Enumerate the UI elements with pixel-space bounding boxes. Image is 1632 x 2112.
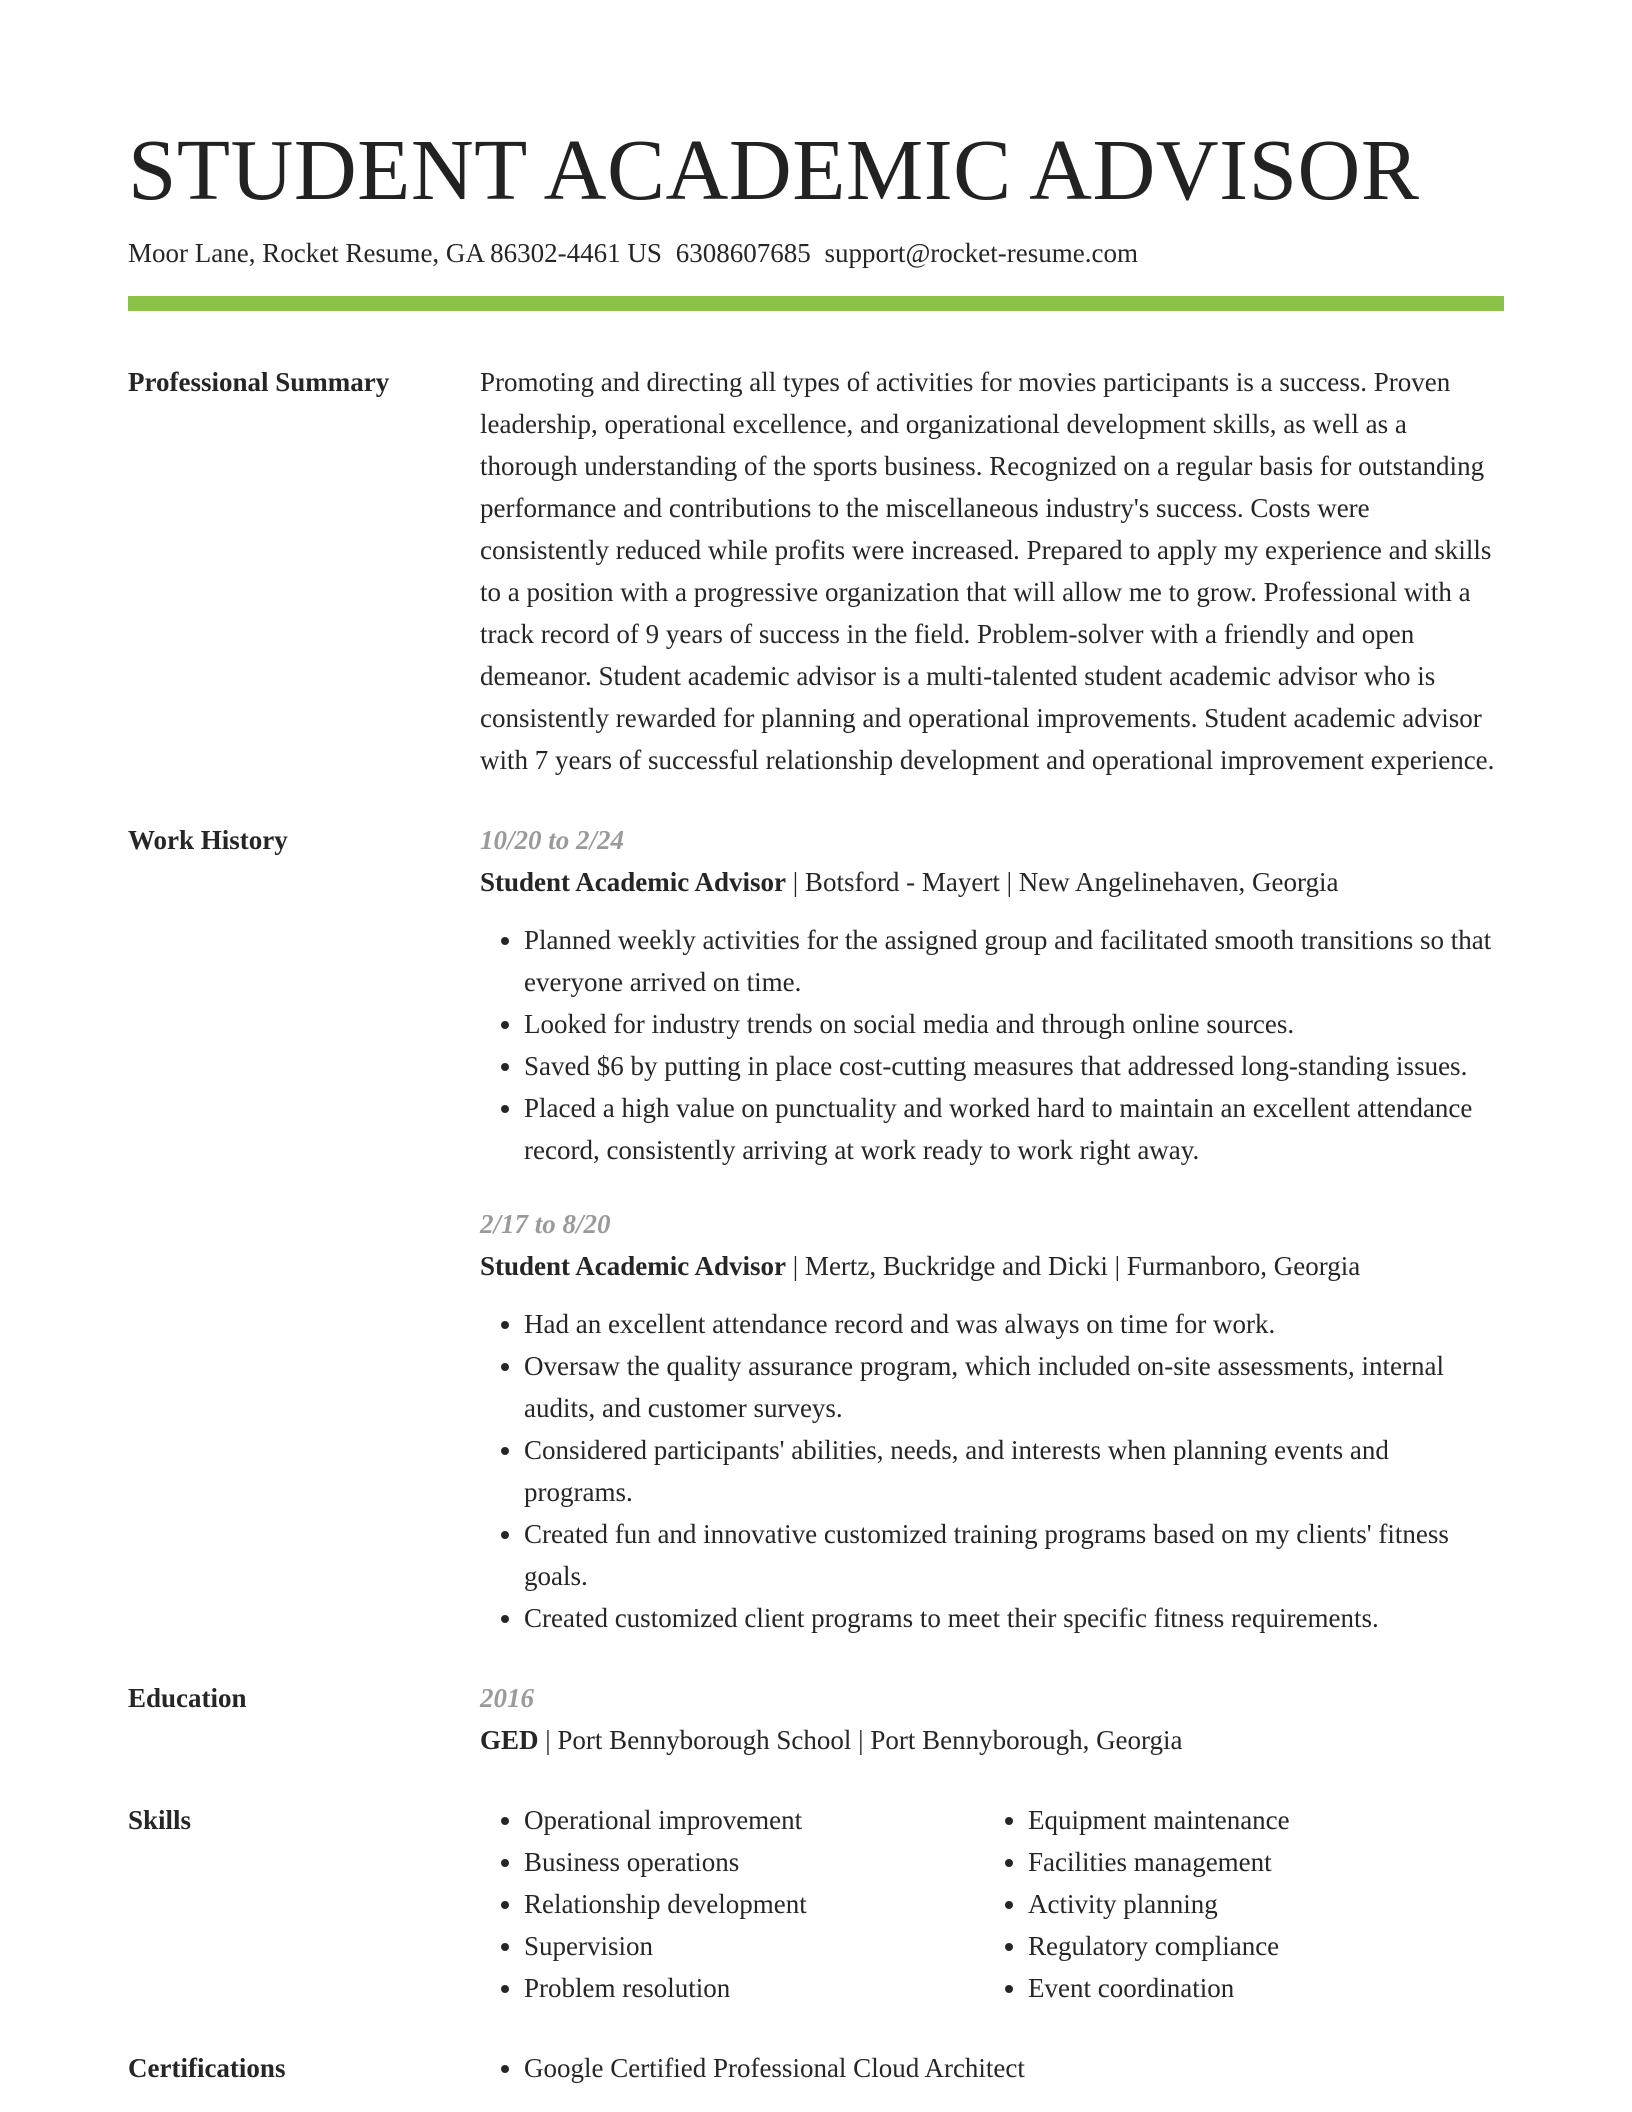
job-role: Student Academic Advisor — [480, 867, 787, 897]
skills-section — [128, 1799, 1504, 2009]
summary-body — [480, 361, 1504, 781]
contact-email: support@rocket-resume.com — [824, 238, 1138, 268]
job-details: | Mertz, Buckridge and Dicki | Furmanboro, Georgia — [786, 1251, 1361, 1281]
list-item: • Activity planning — [1028, 1883, 1488, 1925]
job-title-line — [480, 1245, 1504, 1287]
list-item: • Considered participants' abilities, needs, and interests when planning events and programs. — [524, 1429, 1504, 1513]
job-bullets — [480, 1303, 1504, 1639]
work-history-body — [480, 819, 1504, 1639]
skills-body — [480, 1799, 1504, 2009]
list-item: • Facilities management — [1028, 1841, 1488, 1883]
resume-page — [128, 118, 1504, 2089]
contact-phone: 6308607685 — [675, 238, 811, 268]
list-item: • Saved $6 by putting in place cost-cutting measures that addressed long-standing issues. — [524, 1045, 1504, 1087]
section-title: Certifications — [128, 2053, 286, 2083]
list-item: • Business operations — [524, 1841, 984, 1883]
contact-line — [128, 236, 1504, 270]
summary-text: Promoting and directing all types of activities for movies participants is a success. Proven leadership, operational excellence, and organizational development skills, as well as a thorough understanding of the sports business. Recognized on a regular basis for outstanding performance and contributions to the miscellaneous industry's success. Costs were consistently reduced while profits were increased. Prepared to apply my experience and skills to a position with a progressive organization that will allow me to grow. Professional with a track record of 9 years of success in the field. Problem-solver with a friendly and open demeanor. Student academic advisor is a multi-talented student academic advisor who is consistently rewarded for planning and operational improvements. Student academic advisor with 7 years of successful relationship development and operational improvement experience. — [480, 367, 1495, 775]
section-title: Skills — [128, 1805, 192, 1835]
skills-column-right — [984, 1799, 1488, 2009]
list-item: • Relationship development — [524, 1883, 984, 1925]
list-item: • Google Certified Professional Cloud Architect — [524, 2047, 1504, 2089]
education-line — [480, 1719, 1504, 1761]
job-role: Student Academic Advisor — [480, 1251, 787, 1281]
list-item: • Problem resolution — [524, 1967, 984, 2009]
job-entry — [480, 1203, 1504, 1639]
certifications-list — [480, 2047, 1504, 2089]
certifications-body — [480, 2047, 1504, 2089]
section-title: Professional Summary — [128, 367, 390, 397]
contact-address: Moor Lane, Rocket Resume, GA 86302-4461 US — [128, 238, 662, 268]
list-item: • Event coordination — [1028, 1967, 1488, 2009]
job-title-line — [480, 861, 1504, 903]
list-item: • Looked for industry trends on social media and through online sources. — [524, 1003, 1504, 1045]
education-body — [480, 1677, 1504, 1761]
list-item: • Operational improvement — [524, 1799, 984, 1841]
job-entry — [480, 819, 1504, 1171]
list-item: • Placed a high value on punctuality and worked hard to maintain an excellent attendance record, consistently arriving at work ready to work right away. — [524, 1087, 1504, 1171]
work-history-section — [128, 819, 1504, 1639]
education-details: | Port Bennyborough School | Port Bennyborough, Georgia — [538, 1725, 1183, 1755]
skills-column-left — [480, 1799, 984, 2009]
job-dates: 2/17 to 8/20 — [480, 1209, 611, 1239]
education-year: 2016 — [480, 1683, 534, 1713]
list-item: • Had an excellent attendance record and was always on time for work. — [524, 1303, 1504, 1345]
section-title: Education — [128, 1683, 247, 1713]
section-title: Work History — [128, 825, 288, 855]
list-item: • Created customized client programs to meet their specific fitness requirements. — [524, 1597, 1504, 1639]
list-item: • Equipment maintenance — [1028, 1799, 1488, 1841]
job-bullets — [480, 919, 1504, 1171]
skills-columns — [480, 1799, 1504, 2009]
list-item: • Oversaw the quality assurance program, which included on-site assessments, internal audits, and customer surveys. — [524, 1345, 1504, 1429]
summary-section — [128, 361, 1504, 781]
header-divider — [128, 296, 1504, 311]
list-item: • Regulatory compliance — [1028, 1925, 1488, 1967]
list-item: • Planned weekly activities for the assigned group and facilitated smooth transitions so that everyone arrived on time. — [524, 919, 1504, 1003]
education-degree: GED — [480, 1725, 539, 1755]
certifications-section — [128, 2047, 1504, 2089]
education-section — [128, 1677, 1504, 1761]
list-item: • Created fun and innovative customized training programs based on my clients' fitness goals. — [524, 1513, 1504, 1597]
resume-name: STUDENT ACADEMIC ADVISOR — [128, 121, 1420, 218]
job-details: | Botsford - Mayert | New Angelinehaven, Georgia — [786, 867, 1339, 897]
list-item: • Supervision — [524, 1925, 984, 1967]
job-dates: 10/20 to 2/24 — [480, 825, 625, 855]
